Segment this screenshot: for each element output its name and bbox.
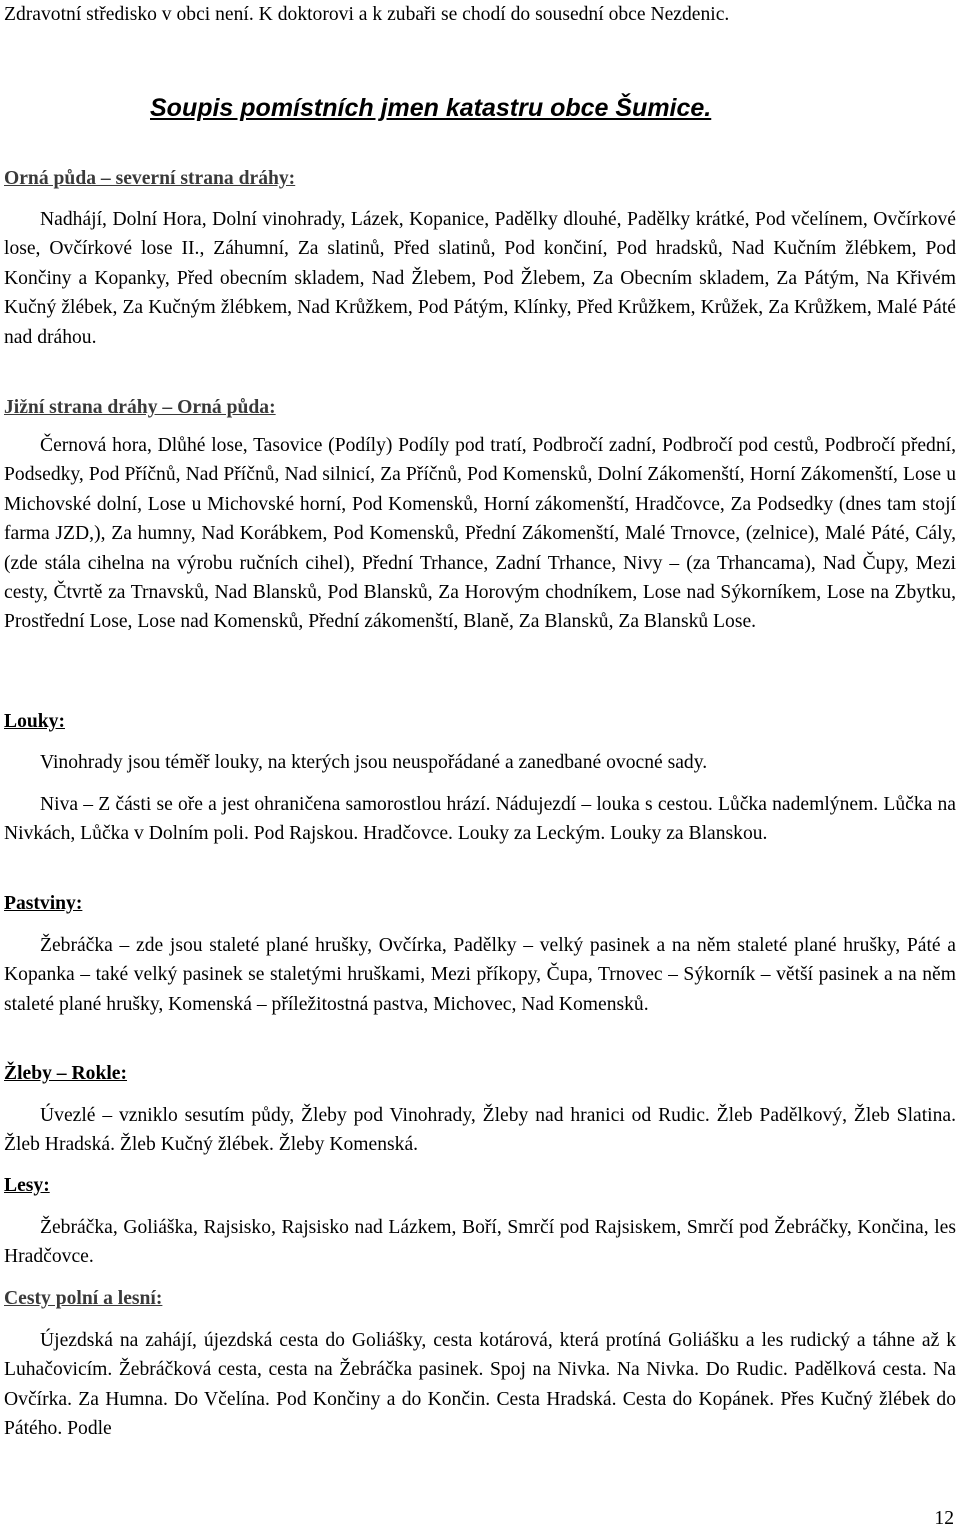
section-heading-zleby-rokle: Žleby – Rokle:: [4, 1063, 128, 1084]
section-paragraph-lesy: Žebráčka, Goliáška, Rajsisko, Rajsisko nad Lázkem, Boří, Smrčí pod Rajsiskem, Smrčí pod Žebráčky, Končina, les Hradčovce.: [4, 1217, 956, 1268]
section-paragraph-jizni-strana: Černová hora, Dlůhé lose, Tasovice (Podíly) Podíly pod tratí, Podbročí zadní, Podbročí pod cestů, Podbročí přední, Podsedky, Pod Příčnů, Nad Příčnů, Nad silnicí, Za Příčnů, Pod Komensků, Dolní Zákomenští, Horní Zákomenští, Lose u Michovské dolní, Lose u Michovské horní, Pod Komensků, Horní zákomenští, Hradčovce, Za Podsedky (dnes tam stojí farma JZD,), Za humny, Nad Korábkem, Pod Komensků, Přední Zákomenští, Malé Trnovce, (zelnice), Malé Páté, Cály, (zde stála cihelna na výrobu ručních cihel), Přední Trhance, Zadní Trhance, Nivy – (za Trhancama), Nad Čupy, Mezi cesty, Čtvrtě za Trnavsků, Nad Blansků, Pod Blansků, Za Horovým chodníkem, Lose nad Sýkorníkem, Lose na Zbytku, Prostřední Lose, Lose nad Komensků, Přední zákomenští, Blaně, Za Blansků, Za Blansků Lose.: [4, 435, 956, 633]
section-paragraph-louky-2: Niva – Z části se oře a jest ohraničena samorostlou hrází. Nádujezdí – louka s cestou. Lůčka nademlýnem. Lůčka na Nivkách, Lůčka v Dolním poli. Pod Rajskou. Hradčovce. Louky za Leckým. Louky za Blanskou.: [4, 794, 956, 845]
section-heading-jizni-strana: Jižní strana dráhy – Orná půda:: [4, 397, 276, 418]
section-paragraph-cesty: Újezdská na zahájí, újezdská cesta do Goliášky, cesta kotárová, která protíná Goliášku a les rudický a táhne až k Luhačovicím. Žebráčková cesta, cesta na Žebráčka pasinek. Spoj na Nivka. Na Nivka. Do Rudic. Padělková cesta. Na Ovčírka. Za Humna. Do Včelína. Pod Končiny a do Končin. Cesta Hradská. Cesta do Kopánek. Přes Kučný žlébek do Pátého. Podle: [4, 1330, 956, 1440]
page-number: 12: [934, 1508, 954, 1529]
section-heading-louky: Louky:: [4, 711, 65, 732]
page-title: Soupis pomístních jmen katastru obce Šumice.: [150, 94, 712, 122]
section-heading-pastviny: Pastviny:: [4, 893, 83, 914]
intro-paragraph: Zdravotní středisko v obci není. K doktorovi a k zubaři se chodí do sousední obce Nezdenic.: [4, 4, 730, 25]
section-paragraph-orna-puda-sever: Nadhájí, Dolní Hora, Dolní vinohrady, Lázek, Kopanice, Padělky dlouhé, Padělky krátké, Pod včelínem, Ovčírkové lose, Ovčírkové lose II., Záhumní, Za slatinů, Před slatinů, Pod končiní, Pod hradsků, Nad Kučním žlébkem, Pod Končiny a Kopanky, Před obecním skladem, Nad Žlebem, Pod Žlebem, Za Obecním skladem, Za Pátým, Na Křivém Kučný žlébek, Za Kučným žlébkem, Nad Krůžkem, Pod Pátým, Klínky, Před Krůžkem, Krůžek, Za Krůžkem, Malé Páté nad dráhou.: [4, 209, 956, 348]
section-heading-orna-puda-sever: Orná půda – severní strana dráhy:: [4, 168, 296, 189]
section-heading-cesty: Cesty polní a lesní:: [4, 1288, 163, 1309]
section-heading-lesy: Lesy:: [4, 1175, 50, 1196]
section-paragraph-zleby-rokle: Úvezlé – vzniklo sesutím půdy, Žleby pod Vinohrady, Žleby nad hranici od Rudic. Žleb Padělkový, Žleb Slatina. Žleb Hradská. Žleb Kučný žlébek. Žleby Komenská.: [4, 1105, 956, 1156]
section-paragraph-pastviny: Žebráčka – zde jsou staleté plané hrušky, Ovčírka, Padělky – velký pasinek a na něm staleté plané hrušky, Páté a Kopanka – také velký pasinek se staletými hruškami, Mezi příkopy, Čupa, Trnovec – Sýkorník – větší pasinek a na něm staleté plané hrušky, Komenská – příležitostná pastva, Michovec, Nad Komensků.: [4, 935, 956, 1015]
section-paragraph-louky-1: Vinohrady jsou téměř louky, na kterých jsou neuspořádané a zanedbané ovocné sady.: [40, 752, 708, 773]
